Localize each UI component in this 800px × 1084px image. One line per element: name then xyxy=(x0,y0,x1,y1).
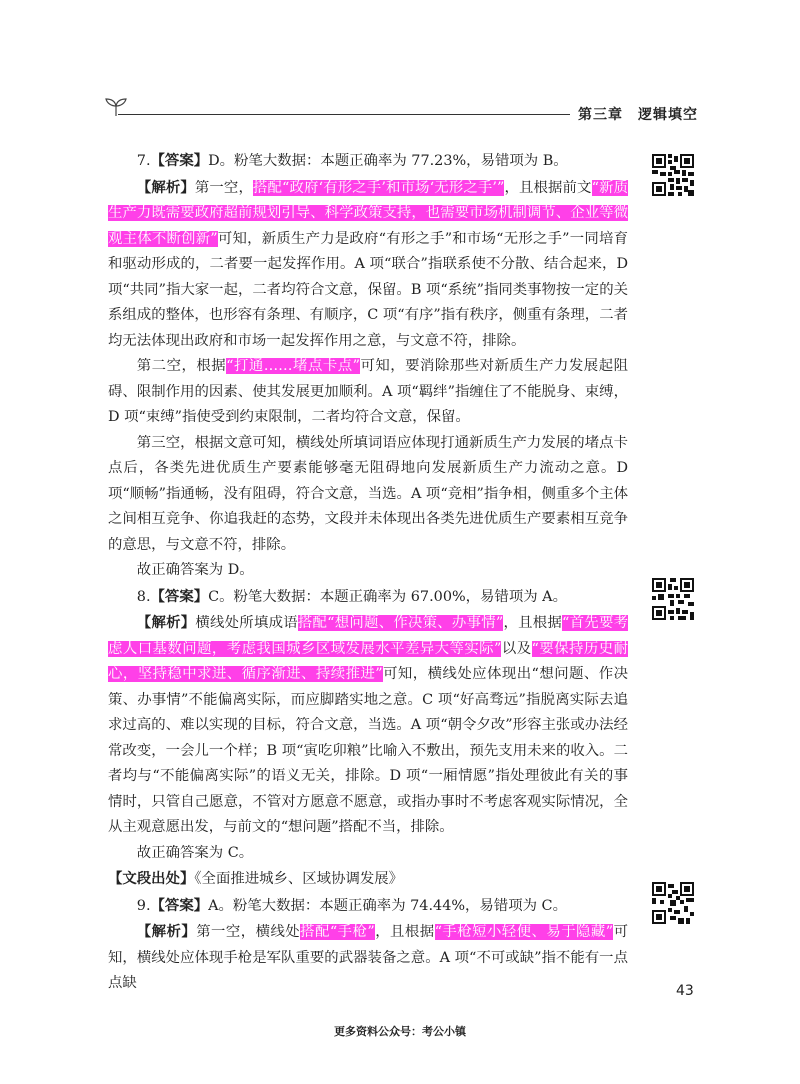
answer-text: D。粉笔大数据：本题正确率为 77.23%，易错项为 B。 xyxy=(208,153,568,169)
highlight: 搭配“想问题、作决策、办事情” xyxy=(297,615,504,631)
qr-code-icon[interactable] xyxy=(652,154,694,196)
analysis-tag: 【解析】 xyxy=(136,923,197,940)
analysis-tag: 【解析】 xyxy=(136,178,195,196)
highlight: “首先要考虑人口基数问题，考虑我国城乡区域发展水平差异大等实际” xyxy=(108,615,628,657)
footer-note: 更多资料公众号：考公小镇 xyxy=(334,1025,466,1038)
q9-answer-line: 9.【答案】A。粉笔大数据：本题正确率为 74.44%，易错项为 C。 xyxy=(136,896,567,914)
highlight: “手枪短小轻便、易于隐藏” xyxy=(434,924,614,940)
q7-analysis-p2: 第二空，根据“打通……堵点卡点”可知，要消除那些对新质生产力发展起阻碍、限制作用的因素、使其发展更加顺利。A 项“羁绊”指缠住了不能脱身、束缚，D 项“束缚”指使受到约束限制，二者均符合文意，保留。 xyxy=(108,358,628,425)
qr-code-icon[interactable] xyxy=(652,578,694,620)
source-text: 《全面推进城乡、区域协调发展》 xyxy=(194,871,404,887)
answer-tag: 【答案】 xyxy=(150,896,209,914)
answer-tag: 【答案】 xyxy=(150,587,209,605)
answer-text: C。粉笔大数据：本题正确率为 67.00%，易错项为 A。 xyxy=(208,588,567,605)
q7-analysis-p3: 第三空，根据文意可知，横线处所填词语应体现打通新质生产力发展的堵点卡点后，各类先进优质生产要素能够毫无阻碍地向发展新质生产力流动之意。D 项“顺畅”指通畅，没有阻碍，符合文意，当选。A 项“竞相”指争相，侧重多个主体之间相互竞争、你追我赶的态势，文段并未体现出各类先进优质生产要素相互竞争的意思，与文意不符，排除。 xyxy=(108,434,628,553)
chapter-title: 第三章 逻辑填空 xyxy=(578,107,698,123)
answer-content xyxy=(108,148,628,997)
q9-analysis-p1: 【解析】第一空，横线处搭配“手枪”，且根据“手枪短小轻便、易于隐藏”可知，横线处应体现手枪是军队重要的武器装备之意。A 项“不可或缺”指不能有一点点缺 xyxy=(108,923,628,991)
highlight: “打通……堵点卡点” xyxy=(226,358,360,374)
qr-code-icon[interactable] xyxy=(652,882,694,924)
header-rule xyxy=(118,114,570,115)
highlight: “新质生产力既需要政府超前规划引导、科学政策支持，也需要市场机制调节、企业等微观主体不断创新” xyxy=(108,179,628,247)
q8-analysis-p1: 【解析】横线处所填成语搭配“想问题、作决策、办事情”，且根据“首先要考虑人口基数问题，考虑我国城乡区域发展水平差异大等实际”以及“要保持历史耐心，坚持稳中求进、循序渐进、持续推进”可知，横线处应体现出“想问题、作决策、办事情”不能偏离实际，而应脚踏实地之意。C 项“好高骛远”指脱离实际去追求过高的、难以实现的目标，符合文意，当选。A 项“朝令夕改”形容主张或办法经常改变，一会儿一个样；B 项“寅吃卯粮”比喻入不敷出，预先支用未来的收入。二者均与“不能偏离实际”的语义无关，排除。D 项“一厢情愿”指处理彼此有关的事情时，只管自己愿意，不管对方愿意不愿意，或指办事时不考虑客观实际情况，全从主观意愿出发，与前文的“想问题”搭配不当，排除。 xyxy=(108,614,629,835)
analysis-tag: 【解析】 xyxy=(136,614,196,631)
q7-analysis-p1: 【解析】第一空，搭配“政府‘有形之手’和市场‘无形之手’”，且根据前文“新质生产力既需要政府超前规划引导、科学政策支持，也需要市场机制调节、企业等微观主体不断创新”可知，新质生产力是政府“有形之手”和市场“无形之手”一同培育和驱动形成的，二者要一起发挥作用。A 项“联合”指联系使不分散、结合起来，D 项“共同”指大家一起，二者均符合文意，保留。B 项“系统”指同类事物按一定的关系组成的整体，也形容有条理、有顺序，C 项“有序”指有秩序，侧重有条理，二者均无法体现出政府和市场一起发挥作用之意，与文意不符，排除。 xyxy=(108,178,628,349)
q7-answer-line: 7.【答案】D。粉笔大数据：本题正确率为 77.23%，易错项为 B。 xyxy=(136,152,568,169)
answer-tag: 【答案】 xyxy=(150,152,209,169)
highlight: 搭配“政府‘有形之手’和市场‘无形之手’” xyxy=(252,179,505,196)
q8-source xyxy=(108,866,628,893)
page-header xyxy=(0,96,800,136)
page-number: 43 xyxy=(676,983,694,999)
answer-text: A。粉笔大数据：本题正确率为 74.44%，易错项为 C。 xyxy=(208,897,567,914)
q8-answer-line: 8.【答案】C。粉笔大数据：本题正确率为 67.00%，易错项为 A。 xyxy=(136,587,567,605)
source-tag: 【文段出处】 xyxy=(108,870,195,887)
highlight: 搭配“手枪” xyxy=(300,924,375,940)
q8-conclusion: 故正确答案为 C。 xyxy=(136,844,254,861)
highlight: “要保持历史耐心，坚持稳中求进、循序渐进、持续推进” xyxy=(108,640,628,682)
q7-conclusion: 故正确答案为 D。 xyxy=(136,562,254,578)
